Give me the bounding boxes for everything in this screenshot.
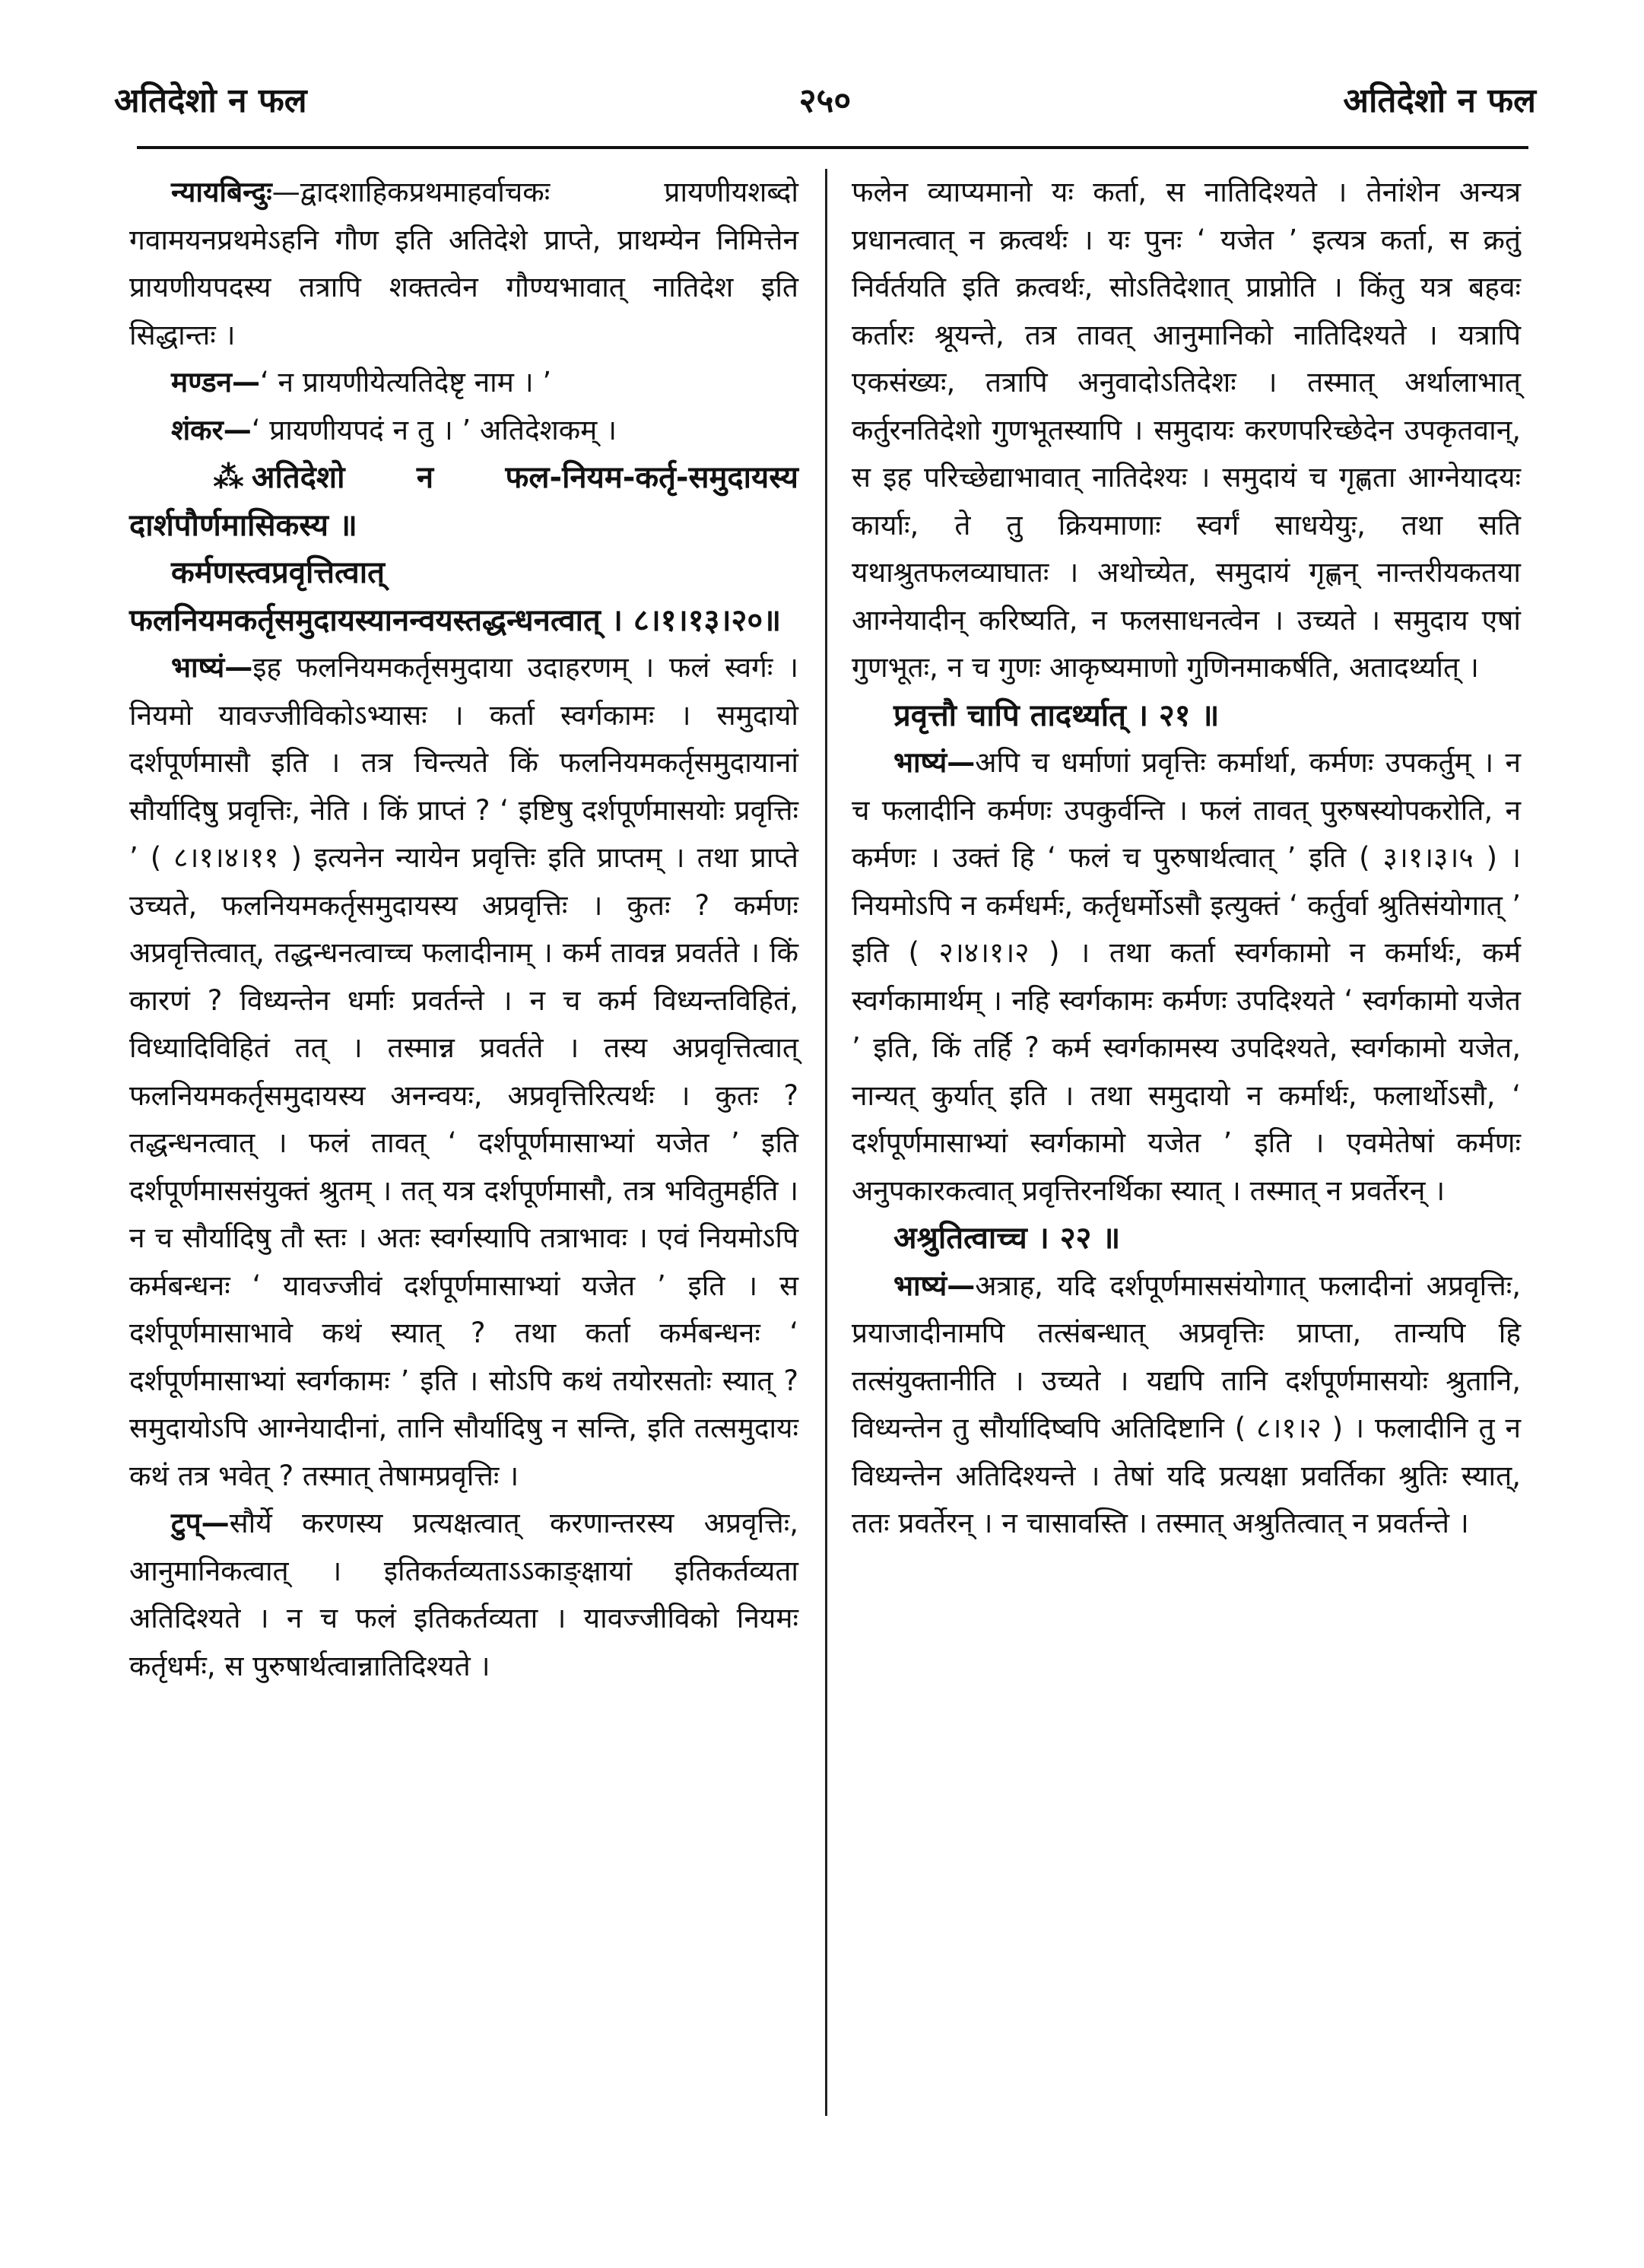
bhashya-22-label: भाष्यं— bbox=[893, 1269, 976, 1302]
nyayabindu-label: न्यायबिन्दुः bbox=[171, 176, 272, 208]
tup-text: सौर्ये करणस्य प्रत्यक्षत्वात् करणान्तरस्य अप्रवृत्तिः, आनुमानिकत्वात् । इतिकर्तव्यताऽऽकाङ्क्षायां इतिकर्तव्यता अतिदिश्यते । न च फलं इतिकर्तव्यता । यावज्जीविको नियमः कर्तृधर्मः, स पुरुषार्थत्वान्नातिदिश्यते । bbox=[129, 1507, 798, 1682]
mandana-paragraph bbox=[129, 359, 798, 407]
shankara-label: शंकर— bbox=[171, 413, 252, 446]
adhikarana-heading bbox=[129, 454, 798, 549]
sutra-20: कर्मणस्त्वप्रवृत्तित्वात् फलनियमकर्तृसमुदायस्यानन्वयस्तद्धन्धनत्वात् । ८।१।१३।२०॥ bbox=[129, 555, 782, 638]
left-column bbox=[129, 169, 798, 1690]
bhashya-21-text: अपि च धर्माणां प्रवृत्तिः कर्मार्था, कर्मणः उपकर्तुम् । न च फलादीनि कर्मणः उपकुर्वन्ति । फलं तावत् पुरुषस्योपकरोति, न कर्मणः । उक्तं हि ‘ फलं च पुरुषार्थत्वात् ’ इति ( ३।१।३।५ ) । नियमोऽपि न कर्मधर्मः, कर्तृधर्मोऽसौ इत्युक्तं ‘ कर्तुर्वा श्रुतिसंयोगात् ’ इति ( २।४।१।२ ) । तथा कर्ता स्वर्गकामो न कर्मार्थः, कर्म स्वर्गकामार्थम् । नहि स्वर्गकामः कर्मणः उपदिश्यते ‘ स्वर्गकामो यजेत ’ इति, किं तर्हि ? कर्म स्वर्गकामस्य उपदिश्यते, स्वर्गकामो यजेत, नान्यत् कुर्यात् इति । तथा समुदायो न कर्मार्थः, फलार्थोऽसौ, ‘ दर्शपूर्णमासाभ्यां स्वर्गकामो यजेत ’ इति । एवमेतेषां कर्मणः अनुपकारकत्वात् प्रवृत्तिरनर्थिका स्यात् । तस्मात् न प्रवर्तेरन् । bbox=[852, 746, 1521, 1207]
tup-label: टुप्— bbox=[171, 1507, 230, 1539]
mandana-text: ‘ न प्रायणीयेत्यतिदेष्टृ नाम । ’ bbox=[260, 366, 552, 399]
bhashya-21-paragraph bbox=[852, 739, 1521, 1215]
page-header bbox=[114, 76, 1536, 129]
section-mark-icon: ⁂ bbox=[213, 460, 244, 495]
sutra-21: प्रवृत्तौ चापि तादर्थ्यात् । २१ ॥ bbox=[893, 697, 1220, 733]
shankara-text: ‘ प्रायणीयपदं न तु । ’ अतिदेशकम् । bbox=[251, 413, 617, 446]
running-title-left: अतिदेशो न फल bbox=[114, 81, 307, 120]
bhashya-20-text: इह फलनियमकर्तृसमुदाया उदाहरणम् । फलं स्वर्गः । नियमो यावज्जीविकोऽभ्यासः । कर्ता स्वर्गकामः । समुदायो दर्शपूर्णमासौ इति । तत्र चिन्त्यते किं फलनियमकर्तृसमुदायानां सौर्यादिषु प्रवृत्तिः, नेति । किं प्राप्तं ? ‘ इष्टिषु दर्शपूर्णमासयोः प्रवृत्तिः ’ ( ८।१।४।११ ) इत्यनेन न्यायेन प्रवृत्तिः इति प्राप्तम् । तथा प्राप्ते उच्यते, फलनियमकर्तृसमुदायस्य अप्रवृत्तिः । कुतः ? कर्मणः अप्रवृत्तित्वात्, तद्धन्धनत्वाच्च फलादीनाम् । कर्म तावन्न प्रवर्तते । किं कारणं ? विध्यन्तेन धर्माः प्रवर्तन्ते । न च कर्म विध्यन्तविहितं, विध्यादिविहितं तत् । तस्मान्न प्रवर्तते । तस्य अप्रवृत्तित्वात् फलनियमकर्तृसमुदायस्य अनन्वयः, अप्रवृत्तिरित्यर्थः । कुतः ? तद्धन्धनत्वात् । फलं तावत् ‘ दर्शपूर्णमासाभ्यां यजेत ’ इति दर्शपूर्णमाससंयुक्तं श्रुतम् । तत् यत्र दर्शपूर्णमासौ, तत्र भवितुमर्हति । न च सौर्यादिषु तौ स्तः । अतः स्वर्गस्यापि तत्राभावः । एवं नियमोऽपि कर्मबन्धनः ‘ यावज्जीवं दर्शपूर्णमासाभ्यां यजेत ’ इति । स दर्शपूर्णमासाभावे कथं स्यात् ? तथा कर्ता कर्मबन्धनः ‘ दर्शपूर्णमासाभ्यां स्वर्गकामः ’ इति । सोऽपि कथं तयोरसतोः स्यात् ? समुदायोऽपि आग्नेयादीनां, तानि सौर्यादिषु न सन्ति, इति तत्समुदायः कथं तत्र भवेत् ? तस्मात् तेषामप्रवृत्तिः । bbox=[129, 651, 798, 1492]
bhashya-21-label: भाष्यं— bbox=[893, 746, 976, 779]
page-number: २५० bbox=[798, 81, 852, 120]
tup-continued-paragraph: फलेन व्याप्यमानो यः कर्ता, स नातिदिश्यते । तेनांशेन अन्यत्र प्रधानत्वात् न क्रत्वर्थः । यः पुनः ‘ यजेत ’ इत्यत्र कर्ता, स क्रतुं निर्वर्तयति इति क्रत्वर्थः, सोऽतिदेशात् प्राप्नोति । किंतु यत्र बहवः कर्तारः श्रूयन्ते, तत्र तावत् आनुमानिको नातिदिश्यते । यत्रापि एकसंख्यः, तत्रापि अनुवादोऽतिदेशः । तस्मात् अर्थालाभात् कर्तुरनतिदेशो गुणभूतस्यापि । समुदायः करणपरिच्छेदेन उपकृतवान्, स इह परिच्छेद्याभावात् नातिदेश्यः । समुदायं च गृह्णता आग्नेयादयः कार्याः, ते तु क्रियमाणाः स्वर्गं साधयेयुः, तथा सति यथाश्रुतफलव्याघातः । अथोच्येत, समुदायं गृह्णन् नान्तरीयकतया आग्नेयादीन् करिष्यति, न फलसाधनत्वेन । उच्यते । समुदाय एषां गुणभूतः, न च गुणः आकृष्यमाणो गुणिनमाकर्षति, अतादर्थ्यात् । bbox=[852, 176, 1521, 684]
header-rule bbox=[137, 146, 1528, 149]
sutra-22: अश्रुतित्वाच्च । २२ ॥ bbox=[893, 1221, 1121, 1256]
bhashya-22-paragraph bbox=[852, 1263, 1521, 1548]
bhashya-20-paragraph bbox=[129, 644, 798, 1500]
mandana-label: मण्डन— bbox=[171, 366, 261, 399]
bhashya-20-label: भाष्यं— bbox=[171, 651, 253, 684]
running-title-right: अतिदेशो न फल bbox=[1343, 81, 1536, 120]
tup-paragraph bbox=[129, 1500, 798, 1690]
nyayabindu-text: —द्वादशाहिकप्रथमाहर्वाचकः प्रायणीयशब्दो गवामयनप्रथमेऽहनि गौण इति अतिदेशे प्राप्ते, प्राथम्येन निमित्तेन प्रायणीयपदस्य तत्रापि शक्तत्वेन गौण्यभावात् नातिदेश इति सिद्धान्तः । bbox=[129, 176, 798, 351]
right-column bbox=[852, 169, 1521, 1548]
shankara-paragraph bbox=[129, 407, 798, 455]
bhashya-22-text: अत्राह, यदि दर्शपूर्णमाससंयोगात् फलादीनां अप्रवृत्तिः, प्रयाजादीनामपि तत्संबन्धात् अप्रवृत्तिः प्राप्ता, तान्यपि हि तत्संयुक्तानीति । उच्यते । यद्यपि तानि दर्शपूर्णमासयोः श्रुतानि, विध्यन्तेन तु सौर्यादिष्वपि अतिदिष्टानि ( ८।१।२ ) । फलादीनि तु न विध्यन्तेन अतिदिश्यन्ते । तेषां यदि प्रत्यक्षा प्रवर्तिका श्रुतिः स्यात्, ततः प्रवर्तेरन् । न चासावस्ति । तस्मात् अश्रुतित्वात् न प्रवर्तन्ते । bbox=[852, 1269, 1521, 1539]
adhikarana-heading-text: अतिदेशो न फल-नियम-कर्तृ-समुदायस्य दार्शपौर्णमासिकस्य ॥ bbox=[129, 460, 798, 543]
column-divider bbox=[825, 169, 827, 2116]
nyayabindu-paragraph bbox=[129, 169, 798, 359]
